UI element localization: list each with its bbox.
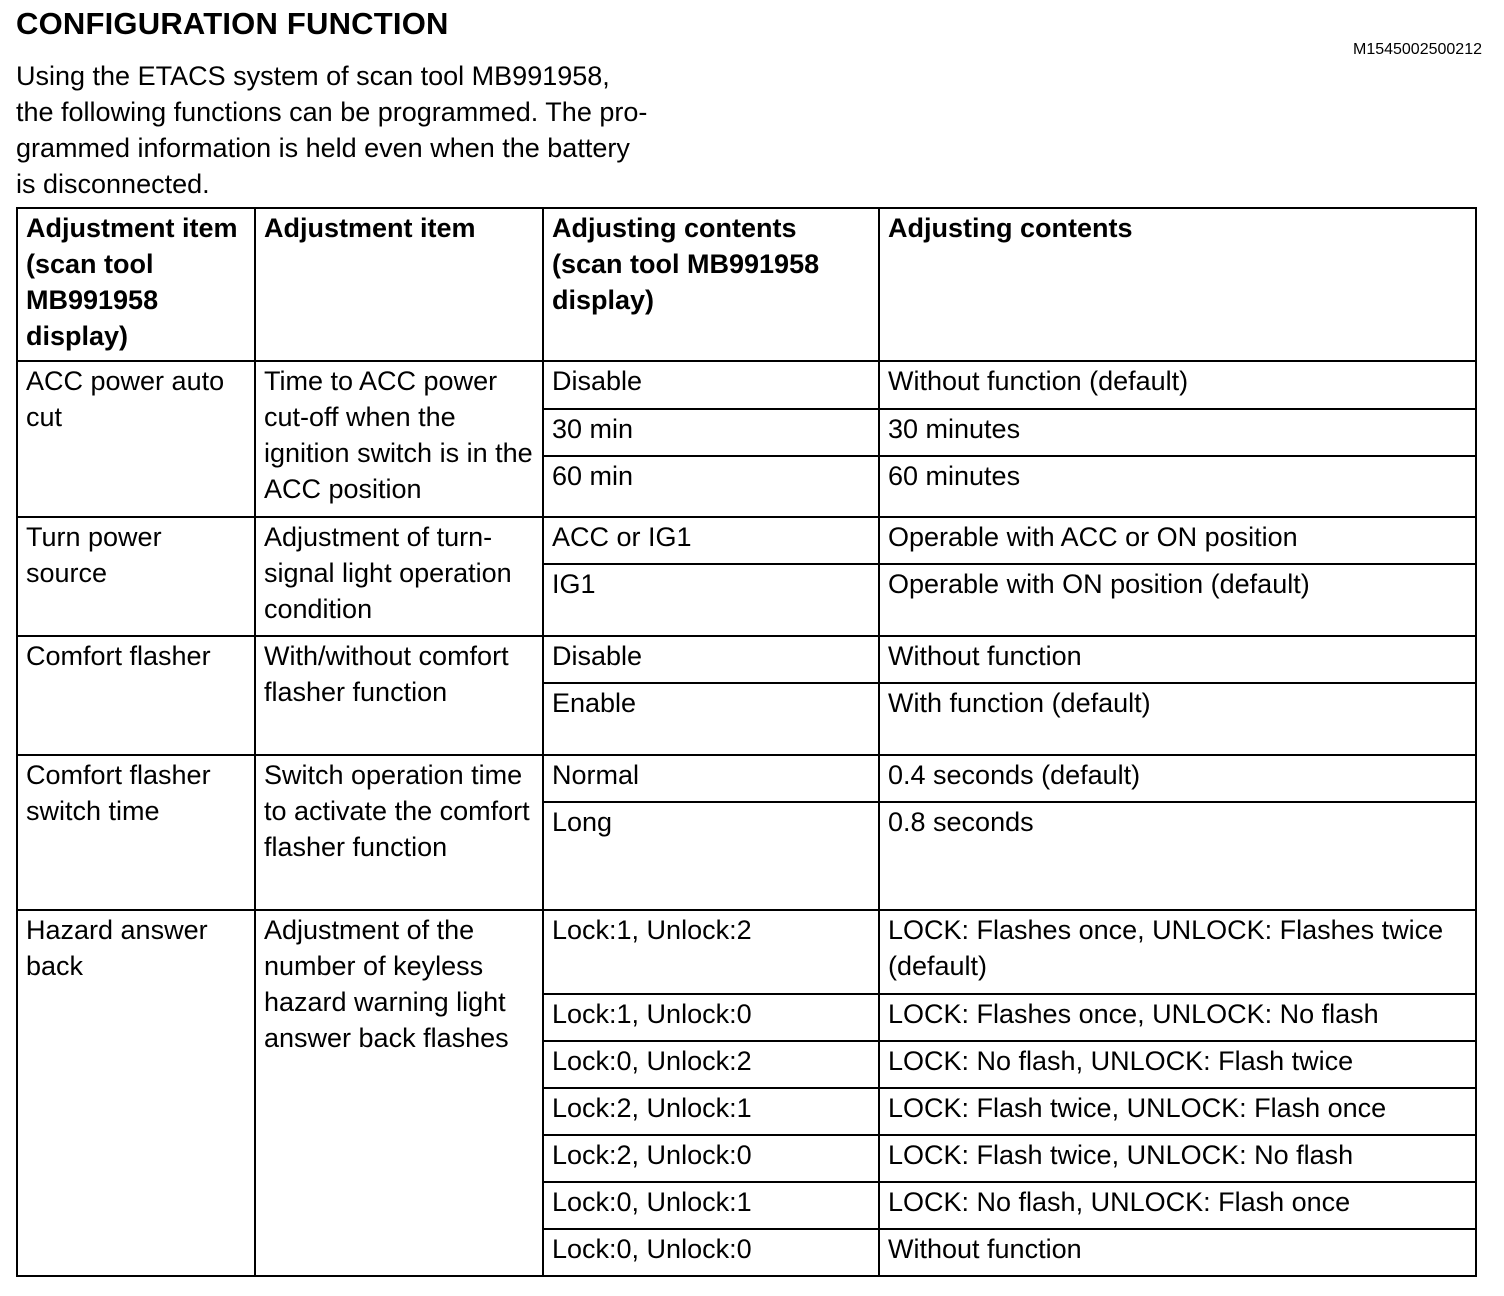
- item-cell: Hazard answer back: [17, 910, 255, 1276]
- option-content-cell: With function (default): [879, 683, 1476, 755]
- option-content-cell: Without function: [879, 1229, 1476, 1276]
- option-display-cell: Lock:0, Unlock:1: [543, 1182, 879, 1229]
- table-row: [17, 361, 1476, 409]
- page-title: CONFIGURATION FUNCTION: [16, 6, 449, 41]
- option-display-cell: Lock:0, Unlock:2: [543, 1041, 879, 1088]
- option-display-cell: Lock:1, Unlock:0: [543, 994, 879, 1041]
- option-content-cell: Without function (default): [879, 361, 1476, 409]
- option-display-cell: Disable: [543, 361, 879, 409]
- document-id: M1545002500212: [1352, 41, 1482, 58]
- option-content-cell: LOCK: Flashes once, UNLOCK: No flash: [879, 994, 1476, 1041]
- header-adjustment-item-scan-tool: Adjustment item (scan tool MB991958 display): [17, 208, 255, 361]
- option-content-cell: LOCK: Flash twice, UNLOCK: Flash once: [879, 1088, 1476, 1135]
- option-content-cell: LOCK: Flash twice, UNLOCK: No flash: [879, 1135, 1476, 1182]
- intro-paragraph: [16, 58, 756, 202]
- option-content-cell: LOCK: Flashes once, UNLOCK: Flashes twice (default): [879, 910, 1476, 994]
- description-cell: With/without comfort flasher function: [255, 636, 543, 755]
- intro-line: grammed information is held even when the battery: [16, 133, 630, 163]
- header-adjusting-contents-scan-tool: Adjusting contents (scan tool MB991958 display): [543, 208, 879, 361]
- option-content-cell: 0.4 seconds (default): [879, 755, 1476, 802]
- option-display-cell: 60 min: [543, 456, 879, 517]
- option-display-cell: Disable: [543, 636, 879, 683]
- intro-line: the following functions can be programmed. The pro-: [16, 97, 648, 127]
- intro-line: is disconnected.: [16, 169, 210, 199]
- option-content-cell: Operable with ACC or ON position: [879, 517, 1476, 564]
- option-display-cell: Long: [543, 802, 879, 910]
- option-display-cell: Lock:2, Unlock:1: [543, 1088, 879, 1135]
- option-display-cell: Enable: [543, 683, 879, 755]
- option-content-cell: Operable with ON position (default): [879, 564, 1476, 636]
- table-row: [17, 517, 1476, 564]
- table-body: [17, 361, 1476, 1276]
- item-cell: Comfort flasher switch time: [17, 755, 255, 910]
- table-header-row: [17, 208, 1476, 361]
- header-adjustment-item: Adjustment item: [255, 208, 543, 361]
- description-cell: Time to ACC power cut-off when the ignition switch is in the ACC position: [255, 361, 543, 517]
- option-display-cell: 30 min: [543, 409, 879, 456]
- option-content-cell: LOCK: No flash, UNLOCK: Flash twice: [879, 1041, 1476, 1088]
- table-row: [17, 910, 1476, 994]
- option-content-cell: LOCK: No flash, UNLOCK: Flash once: [879, 1182, 1476, 1229]
- option-display-cell: Lock:2, Unlock:0: [543, 1135, 879, 1182]
- option-display-cell: ACC or IG1: [543, 517, 879, 564]
- option-display-cell: Normal: [543, 755, 879, 802]
- option-content-cell: Without function: [879, 636, 1476, 683]
- configuration-table: [16, 207, 1477, 1277]
- intro-line: Using the ETACS system of scan tool MB991958,: [16, 61, 610, 91]
- option-content-cell: 30 minutes: [879, 409, 1476, 456]
- option-content-cell: 60 minutes: [879, 456, 1476, 517]
- item-cell: Turn power source: [17, 517, 255, 636]
- description-cell: Switch operation time to activate the comfort flasher function: [255, 755, 543, 910]
- option-display-cell: IG1: [543, 564, 879, 636]
- option-display-cell: Lock:0, Unlock:0: [543, 1229, 879, 1276]
- description-cell: Adjustment of the number of keyless hazard warning light answer back flashes: [255, 910, 543, 1276]
- header-adjusting-contents: Adjusting contents: [879, 208, 1476, 361]
- item-cell: ACC power auto cut: [17, 361, 255, 517]
- table-row: [17, 755, 1476, 802]
- option-display-cell: Lock:1, Unlock:2: [543, 910, 879, 994]
- description-cell: Adjustment of turn-signal light operation condition: [255, 517, 543, 636]
- table-row: [17, 636, 1476, 683]
- option-content-cell: 0.8 seconds: [879, 802, 1476, 910]
- item-cell: Comfort flasher: [17, 636, 255, 755]
